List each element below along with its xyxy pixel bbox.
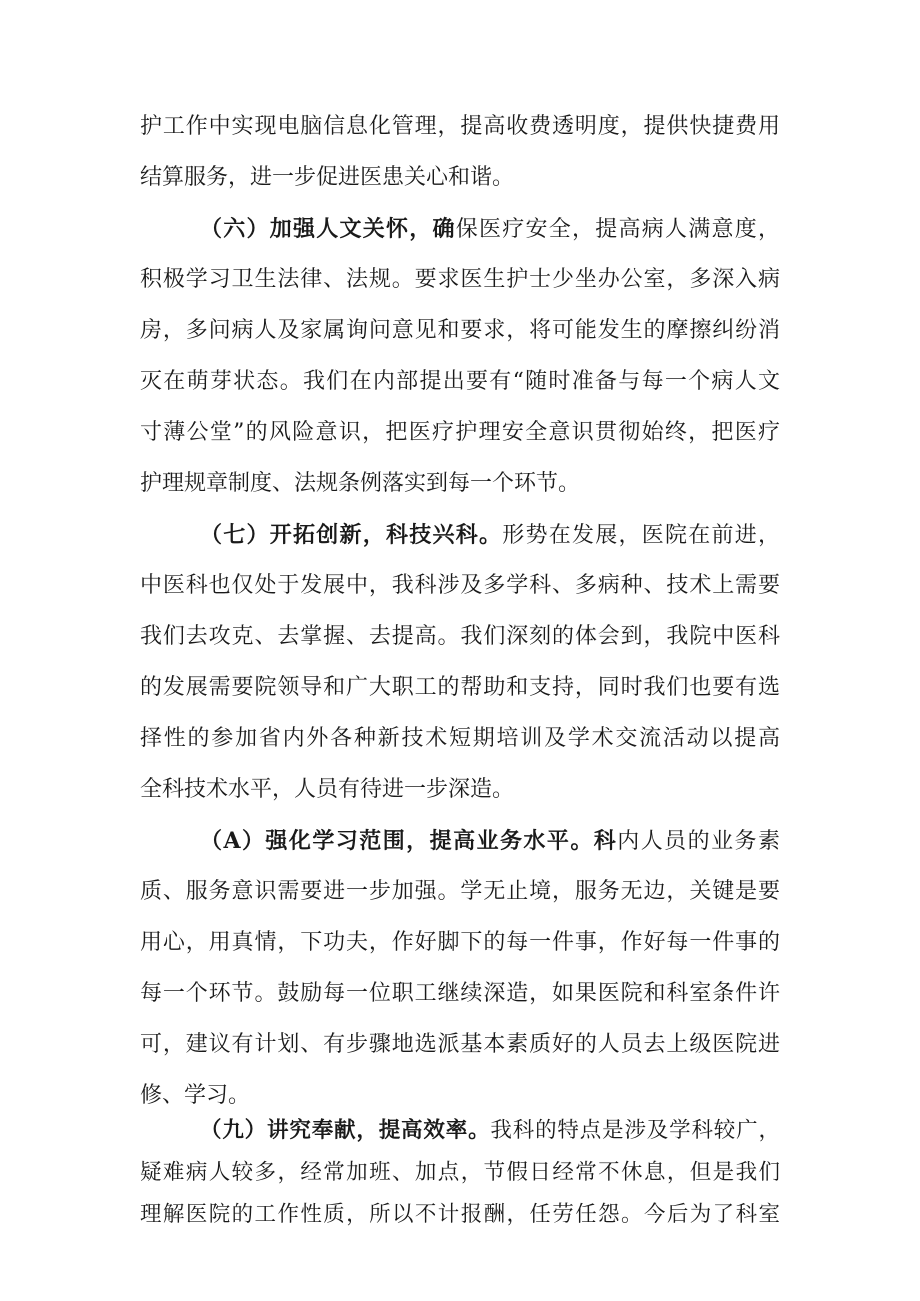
section-6-line-6: 护理规章制度、法规条例落实到每一个环节。 <box>140 471 581 496</box>
section-8-line-6: 修、学习。 <box>140 1083 251 1108</box>
section-8-line-1: 内人员的业务素 <box>617 829 780 854</box>
section-8-heading: （A）强化学习范围，提高业务水平。科 <box>200 828 618 854</box>
section-7-first-line <box>200 520 780 551</box>
section-6-line-3: 房，多问病人及家属询问意见和要求，将可能发生的摩擦纠纷消 <box>140 318 780 343</box>
section-6-heading: （六）加强人文关怀，确 <box>200 216 456 242</box>
section-6-line-5: 寸薄公堂”的风险意识，把医疗护理安全意识贯彻始终，把医疗 <box>140 420 780 445</box>
section-8-line-4: 每一个环节。鼓励每一位职工继续深造，如果医院和科室条件许 <box>140 981 780 1006</box>
section-9-line-2: 疑难病人较多，经常加班、加点，节假日经常不休息，但是我们 <box>140 1160 780 1185</box>
section-7-heading: （七）开拓创新，科技兴科。 <box>200 522 503 548</box>
section-7-line-5: 择性的参加省内外各种新技术短期培训及学术交流活动以提高 <box>140 726 780 751</box>
section-8-first-line <box>200 826 780 857</box>
section-7-line-6: 全科技术水平，人员有待进一步深造。 <box>140 777 515 802</box>
section-6-line-2: 积极学习卫生法律、法规。要求医生护士少坐办公室，多深入病 <box>140 267 780 292</box>
section-6-line-4: 灭在萌芽状态。我们在内部提出要有“随时准备与每一个病人文 <box>140 369 780 394</box>
section-9-line-3: 理解医院的工作性质，所以不计报酬，任劳任怨。今后为了科室 <box>140 1202 780 1227</box>
section-7-line-3: 我们去攻克、去掌握、去提高。我们深刻的体会到，我院中医科 <box>140 624 780 649</box>
section-7-line-1: 形势在发展，医院在前进， <box>502 523 780 548</box>
section-8-line-2: 质、服务意识需要进一步加强。学无止境，服务无边，关键是要 <box>140 879 780 904</box>
paragraph-5-line-2: 结算服务，进一步促进医患关心和谐。 <box>140 165 515 190</box>
section-7-line-2: 中医科也仅处于发展中，我科涉及多学科、多病种、技术上需要 <box>140 573 780 598</box>
section-8-line-3: 用心，用真情，下功夫，作好脚下的每一件事，作好每一件事的 <box>140 930 780 955</box>
section-6-first-line <box>200 214 780 245</box>
section-7-line-4: 的发展需要院领导和广大职工的帮助和支持，同时我们也要有选 <box>140 675 780 700</box>
paragraph-5-line-1: 护工作中实现电脑信息化管理，提高收费透明度，提供快捷费用 <box>140 114 780 139</box>
section-9-first-line <box>200 1116 780 1146</box>
section-9-heading: （九）讲究奉献，提高效率。 <box>200 1118 491 1143</box>
section-9-line-1: 我科的特点是涉及学科较广， <box>490 1118 780 1143</box>
section-6-line-1: 保医疗安全，提高病人满意度， <box>455 217 780 242</box>
section-8-line-5: 可，建议有计划、有步骤地选派基本素质好的人员去上级医院进 <box>140 1032 780 1057</box>
